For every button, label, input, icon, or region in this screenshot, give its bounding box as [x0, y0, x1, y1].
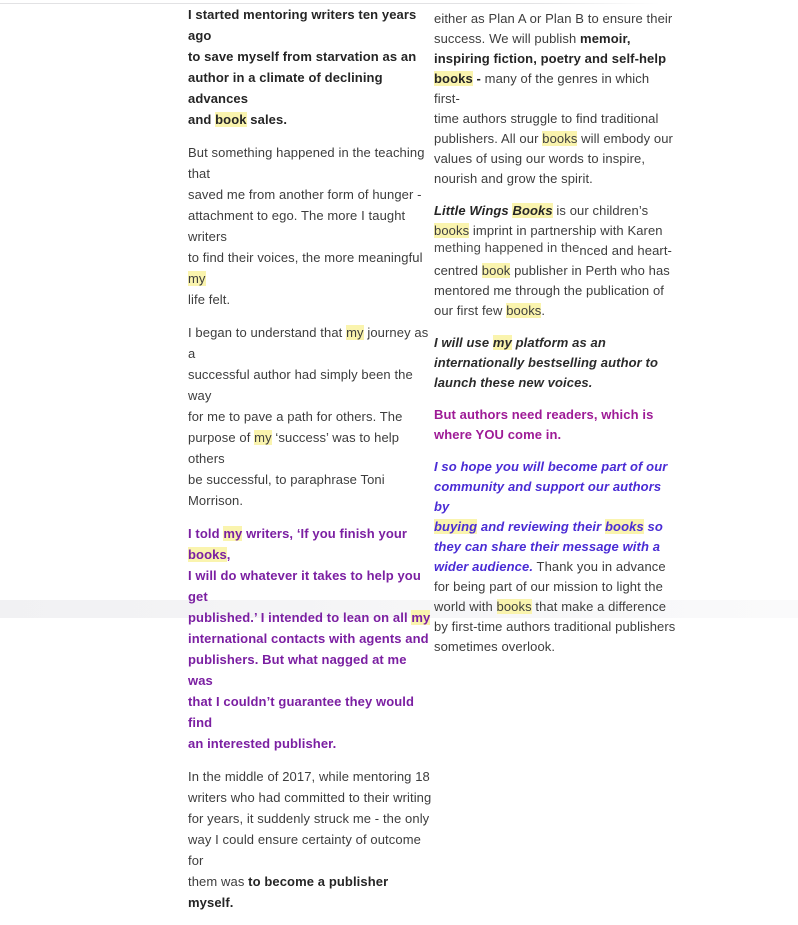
- paragraph-promise-to-writers: [188, 523, 433, 754]
- paragraph-community-appeal: [434, 457, 676, 657]
- highlighted-term: books: [542, 131, 578, 146]
- text-segment: where YOU come in.: [434, 427, 562, 442]
- text-segment: writers who had committed to their writing: [188, 790, 432, 805]
- text-segment: they can share their message with a: [434, 539, 661, 554]
- highlighted-term: books: [496, 599, 532, 614]
- text-segment: attachment to ego. The more I taught writers: [188, 208, 406, 244]
- ghost-text-artifact: mething happened in the: [434, 240, 580, 255]
- text-segment: saved me from another form of hunger -: [188, 187, 422, 202]
- highlighted-term: my: [254, 430, 272, 445]
- text-segment: nced and heart-: [579, 243, 672, 258]
- highlighted-term: books: [188, 547, 227, 562]
- text-segment: memoir,: [580, 31, 631, 46]
- text-segment: mentored me through the publication of: [434, 283, 664, 298]
- text-segment: .: [541, 303, 546, 318]
- text-segment: time authors struggle to find traditional: [434, 111, 659, 126]
- text-segment: our first few: [434, 303, 507, 318]
- text-segment: is our children’s: [552, 203, 649, 218]
- text-segment: an interested publisher.: [188, 736, 337, 751]
- text-segment: ,: [226, 547, 231, 562]
- text-segment: by first-time authors traditional publishers: [434, 619, 676, 634]
- text-segment: platform as an: [511, 335, 606, 350]
- paragraph-journey-purpose: [188, 322, 433, 511]
- text-segment: life felt.: [188, 292, 231, 307]
- highlighted-term: buying: [434, 519, 478, 534]
- text-segment: I told: [188, 526, 224, 541]
- text-segment: purpose of: [188, 430, 255, 445]
- text-segment: community and support our authors by: [434, 479, 662, 514]
- text-segment: wider audience.: [434, 559, 534, 574]
- text-segment: nourish and grow the spirit.: [434, 171, 593, 186]
- text-segment: them was: [188, 874, 249, 889]
- text-segment: But something happened in the teaching that: [188, 145, 425, 181]
- text-segment: and reviewing their: [477, 519, 606, 534]
- text-segment: sometimes overlook.: [434, 639, 556, 654]
- text-segment: I started mentoring writers ten years ago: [188, 7, 417, 43]
- text-segment: imprint in partnership with Karen: [469, 223, 663, 238]
- highlighted-term: book: [215, 112, 247, 127]
- text-segment: publisher in Perth who has: [510, 263, 670, 278]
- text-segment: and: [188, 112, 216, 127]
- highlighted-term: my: [346, 325, 364, 340]
- text-segment: so: [643, 519, 663, 534]
- highlighted-term: book: [481, 263, 511, 278]
- text-segment: publishers. All our: [434, 131, 543, 146]
- text-segment: Little Wings: [434, 203, 513, 218]
- highlighted-term: my: [411, 610, 431, 625]
- text-column-left: [188, 4, 433, 925]
- paragraph-platform-pledge: [434, 333, 676, 393]
- text-segment: journey as a: [188, 325, 429, 361]
- highlighted-term: my: [188, 271, 206, 286]
- text-segment: I will use: [434, 335, 493, 350]
- highlighted-term: books: [434, 223, 470, 238]
- text-segment: international contacts with agents and: [188, 631, 429, 646]
- text-segment: either as Plan A or Plan B to ensure their: [434, 11, 673, 26]
- paragraph-mentoring-intro: [188, 4, 433, 130]
- text-segment: I so hope you will become part of our: [434, 459, 668, 474]
- text-segment: publishers. But what nagged at me was: [188, 652, 407, 688]
- text-segment: sales.: [246, 112, 288, 127]
- highlighted-term: books: [506, 303, 542, 318]
- text-segment: many of the genres in which first-: [434, 71, 650, 106]
- text-segment: values of using our words to inspire,: [434, 151, 646, 166]
- text-segment: published.’ I intended to lean on all: [188, 610, 412, 625]
- text-segment: will embody our: [577, 131, 673, 146]
- text-segment: ‘success’ was to help others: [188, 430, 400, 466]
- text-segment: for years, it suddenly struck me - the only: [188, 811, 430, 826]
- text-segment: I began to understand that: [188, 325, 347, 340]
- highlighted-term: Books: [512, 203, 553, 218]
- text-segment: Thank you in advance: [533, 559, 666, 574]
- text-segment: But authors need readers, which is: [434, 407, 654, 422]
- text-segment: to find their voices, the more meaningful: [188, 250, 423, 265]
- text-segment: for me to pave a path for others. The: [188, 409, 403, 424]
- text-segment: launch these new voices.: [434, 375, 593, 390]
- text-segment: for being part of our mission to light the: [434, 579, 663, 594]
- text-segment: I will do whatever it takes to help you get: [188, 568, 421, 604]
- text-segment: internationally bestselling author to: [434, 355, 659, 370]
- text-segment: success. We will publish: [434, 31, 581, 46]
- text-segment: to save myself from starvation as an: [188, 49, 417, 64]
- paragraph-what-we-publish: [434, 9, 676, 189]
- text-segment: centred: [434, 263, 482, 278]
- text-segment: author in a climate of declining advances: [188, 70, 383, 106]
- text-segment: writers, ‘If you finish your: [242, 526, 408, 541]
- highlighted-term: books: [434, 71, 473, 86]
- text-segment: way I could ensure certainty of outcome for: [188, 832, 421, 868]
- text-segment: to become a publisher myself.: [188, 874, 389, 910]
- paragraph-become-publisher: [188, 766, 433, 913]
- text-segment: In the middle of 2017, while mentoring 18: [188, 769, 430, 784]
- text-segment: be successful, to paraphrase Toni Morrison.: [188, 472, 385, 508]
- text-segment: that I couldn’t guarantee they would find: [188, 694, 415, 730]
- text-segment: that make a difference: [531, 599, 667, 614]
- text-segment: successful author had simply been the way: [188, 367, 413, 403]
- highlighted-term: my: [223, 526, 243, 541]
- paragraph-teaching-hunger: [188, 142, 433, 310]
- text-segment: -: [472, 71, 485, 86]
- paragraph-little-wings-books: [434, 201, 676, 321]
- paragraph-authors-need-readers: [434, 405, 676, 445]
- text-column-right: [434, 9, 676, 669]
- highlighted-term: books: [605, 519, 644, 534]
- text-segment: inspiring fiction, poetry and self-help: [434, 51, 667, 66]
- text-segment: world with: [434, 599, 497, 614]
- highlighted-term: my: [492, 335, 512, 350]
